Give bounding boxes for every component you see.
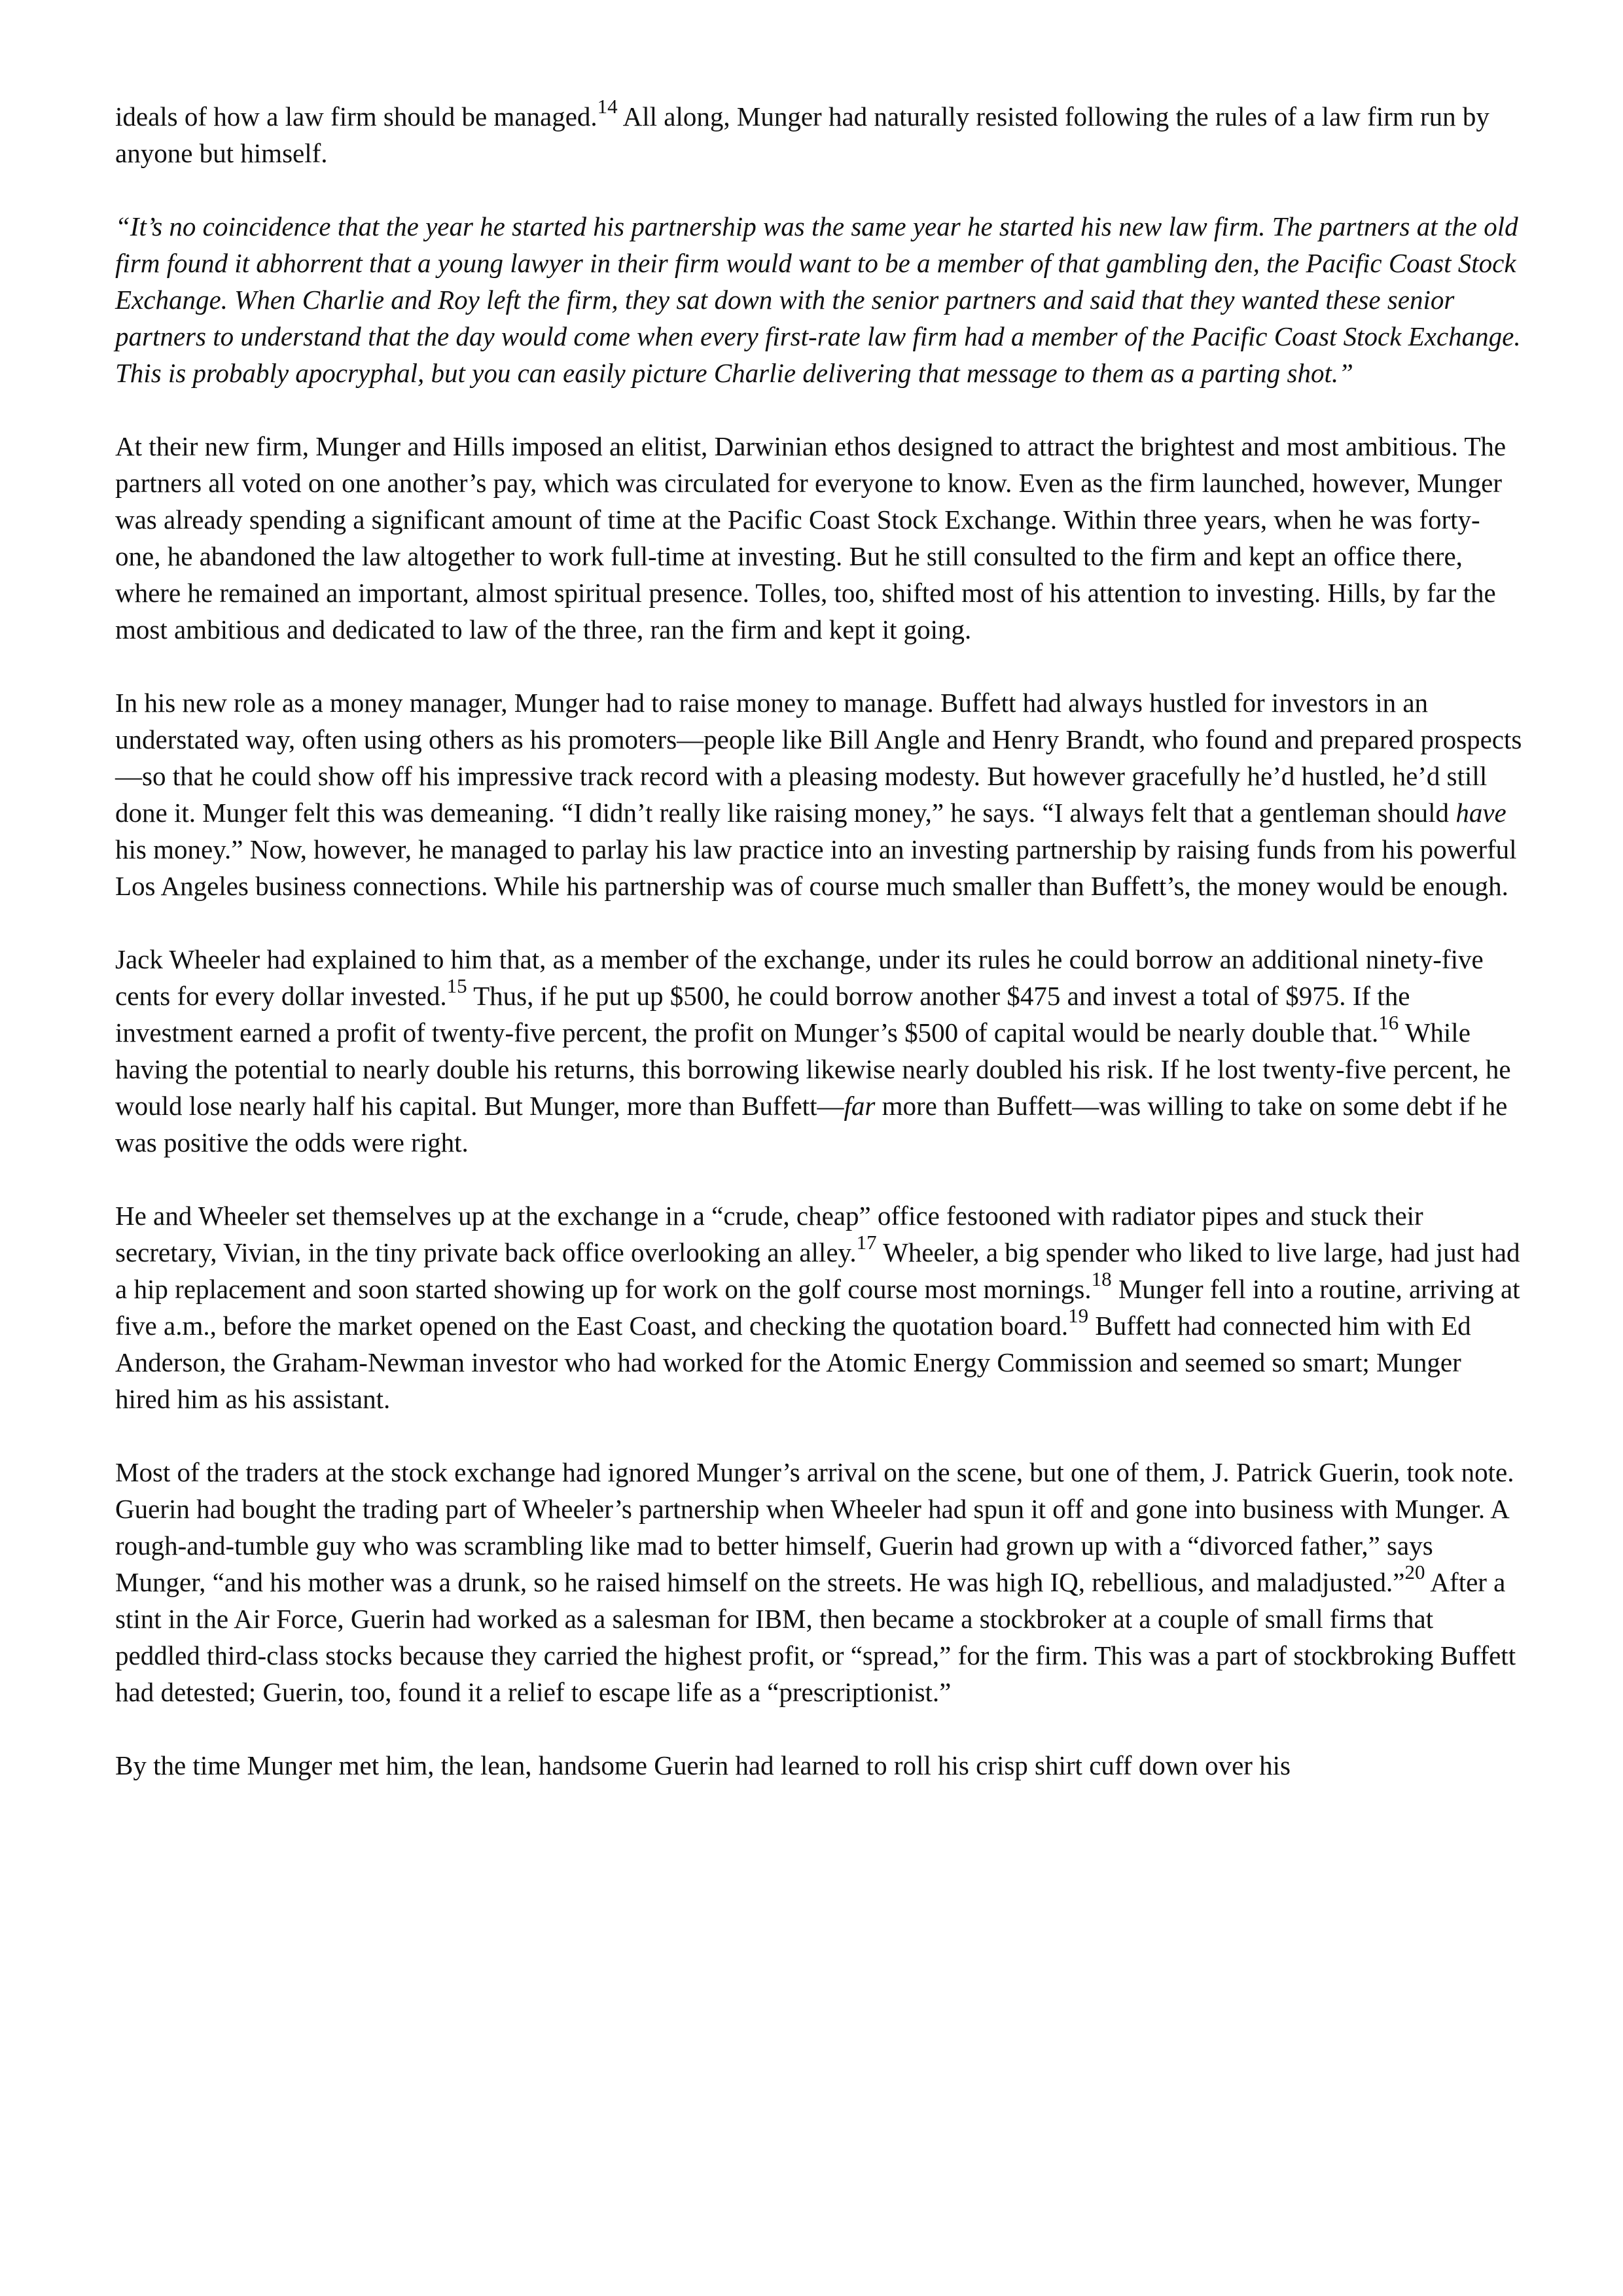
body-paragraph <box>115 684 1522 904</box>
footnote-marker: 18 <box>1091 1267 1112 1291</box>
block-quote <box>115 208 1522 391</box>
body-paragraph <box>115 428 1522 648</box>
paragraph-text: Buffett had connected him with Ed Anderson, the Graham-Newman investor who had worked for the Atomic Energy Commission and seemed so smart; Munger hired him as his assistant. <box>115 1311 1471 1414</box>
paragraph-text: Thus, if he put up $500, he could borrow another $475 and invest a total of $975. If the investment earned a profit of twenty-five percent, the profit on Munger’s $500 of capital would be nearly double that. <box>115 981 1410 1048</box>
body-paragraph <box>115 95 1522 171</box>
paragraph-text: At their new firm, Munger and Hills imposed an elitist, Darwinian ethos designed to attract the brightest and most ambitious. The partners all voted on one another’s pay, which was circulated for everyone to know. Even as the firm launched, however, Munger was already spending a significant amount of time at the Pacific Coast Stock Exchange. Within three years, when he was forty-one, he abandoned the law altogether to work full-time at investing. But he still consulted to the firm and kept an office there, where he remained an important, almost spiritual presence. Tolles, too, shifted most of his attention to investing. Hills, by far the most ambitious and dedicated to law of the three, ran the firm and kept it going. <box>115 431 1507 645</box>
paragraph-text: his money.” Now, however, he managed to parlay his law practice into an investing partnership by raising funds from his powerful Los Angeles business connections. While his partnership was of course much smaller than Buffett’s, the money would be enough. <box>115 834 1517 901</box>
footnote-marker: 16 <box>1378 1011 1399 1034</box>
paragraph-text: In his new role as a money manager, Munger had to raise money to manage. Buffett had always hustled for investors in an understated way, often using others as his promoters—people like Bill Angle and Henry Brandt, who found and prepared prospects—so that he could show off his impressive track record with a pleasing modesty. But however gracefully he’d hustled, he’d still done it. Munger felt this was demeaning. “I didn’t really like raising money,” he says. “I always felt that a gentleman should <box>115 688 1522 828</box>
footnote-marker: 19 <box>1068 1304 1089 1328</box>
document-page <box>115 95 1522 1820</box>
paragraph-text: Most of the traders at the stock exchange had ignored Munger’s arrival on the scene, but one of them, J. Patrick Guerin, took note. Guerin had bought the trading part of Wheeler’s partnership when Wheeler had spun it off and gone into business with Munger. A rough-and-tumble guy who was scrambling like mad to better himself, Guerin had grown up with a “divorced father,” says Munger, “and his mother was a drunk, so he raised himself on the streets. He was high IQ, rebellious, and maladjusted.” <box>115 1457 1514 1597</box>
emphasis-text: far <box>844 1091 876 1121</box>
paragraph-text: ideals of how a law firm should be managed. <box>115 101 597 132</box>
footnote-marker: 14 <box>597 95 618 118</box>
body-paragraph <box>115 1197 1522 1417</box>
paragraph-text: While having the potential to nearly double his returns, this borrowing likewise nearly doubled his risk. If he lost twenty-five percent, he would lose nearly half his capital. But Munger, more than Buffett— <box>115 1017 1511 1121</box>
emphasis-text: have <box>1455 798 1507 828</box>
paragraph-text: Munger fell into a routine, arriving at five a.m., before the market opened on the East Coast, and checking the quotation board. <box>115 1274 1520 1341</box>
paragraph-text: Jack Wheeler had explained to him that, as a member of the exchange, under its rules he could borrow an additional ninety-five cents for every dollar invested. <box>115 944 1484 1011</box>
paragraph-text: By the time Munger met him, the lean, handsome Guerin had learned to roll his crisp shirt cuff down over his <box>115 1750 1291 1780</box>
body-paragraph <box>115 1454 1522 1710</box>
paragraph-text: Wheeler, a big spender who liked to live large, had just had a hip replacement and soon started showing up for work on the golf course most mornings. <box>115 1237 1520 1304</box>
body-paragraph <box>115 941 1522 1161</box>
paragraph-text: “It’s no coincidence that the year he started his partnership was the same year he started his new law firm. The partners at the old firm found it abhorrent that a young lawyer in their firm would want to be a member of that gambling den, the Pacific Coast Stock Exchange. When Charlie and Roy left the firm, they sat down with the senior partners and said that they wanted these senior partners to understand that the day would come when every first-rate law firm had a member of the Pacific Coast Stock Exchange. This is probably apocryphal, but you can easily picture Charlie delivering that message to them as a parting shot.” <box>115 211 1521 388</box>
paragraph-text: All along, Munger had naturally resisted following the rules of a law firm run by anyone but himself. <box>115 101 1489 168</box>
footnote-marker: 17 <box>856 1231 877 1254</box>
body-paragraph <box>115 1747 1522 1784</box>
footnote-marker: 15 <box>446 974 467 998</box>
paragraph-text: He and Wheeler set themselves up at the exchange in a “crude, cheap” office festooned with radiator pipes and stuck their secretary, Vivian, in the tiny private back office overlooking an alley. <box>115 1201 1423 1267</box>
paragraph-text: After a stint in the Air Force, Guerin had worked as a salesman for IBM, then became a stockbroker at a couple of small firms that peddled third-class stocks because they carried the highest profit, or “spread,” for the firm. This was a part of stockbroking Buffett had detested; Guerin, too, found it a relief to escape life as a “prescriptionist.” <box>115 1567 1516 1707</box>
footnote-marker: 20 <box>1404 1561 1425 1584</box>
paragraph-text: more than Buffett—was willing to take on some debt if he was positive the odds were right. <box>115 1091 1508 1157</box>
